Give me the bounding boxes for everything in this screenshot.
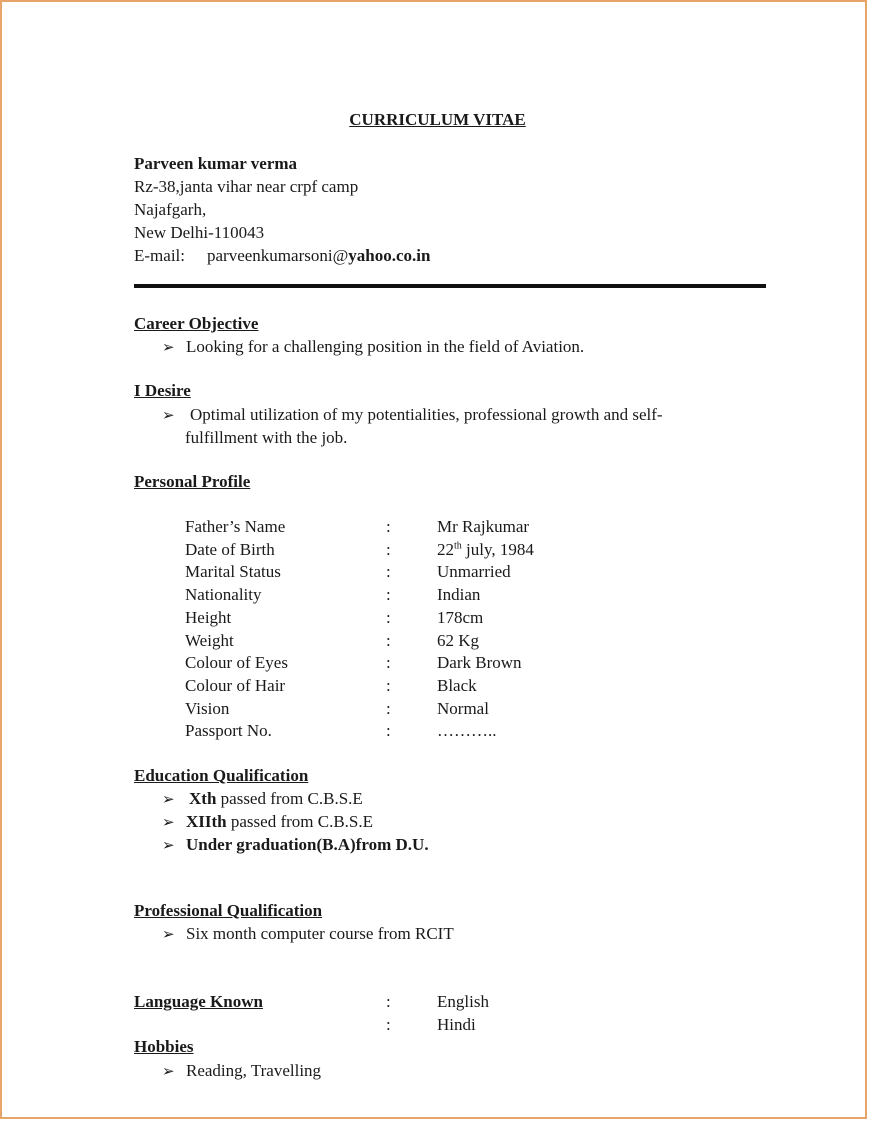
education-item xyxy=(162,789,363,809)
career-objective-heading: Career Objective xyxy=(134,314,259,333)
profile-separator: : xyxy=(386,562,391,581)
personal-profile-heading: Personal Profile xyxy=(134,472,251,491)
profile-label: Passport No. xyxy=(185,721,272,740)
desire-item xyxy=(162,405,663,425)
email-address[interactable] xyxy=(207,246,430,266)
profile-separator: : xyxy=(386,608,391,627)
profile-value: Black xyxy=(437,676,477,695)
arrowhead-bullet-icon: ➢ xyxy=(162,340,175,356)
profile-value-day: 22 xyxy=(437,540,454,559)
arrowhead-bullet-icon: ➢ xyxy=(162,792,175,808)
education-item xyxy=(162,835,429,855)
profile-label: Vision xyxy=(185,699,230,718)
education-degree: Under graduation(B.A)from D.U. xyxy=(186,835,429,854)
languages-separator-2: : xyxy=(386,1015,391,1034)
profile-separator: : xyxy=(386,517,391,536)
applicant-name: Parveen kumar verma xyxy=(134,154,298,173)
profile-label: Marital Status xyxy=(185,562,281,581)
profile-label: Date of Birth xyxy=(185,540,275,559)
profile-value: ……….. xyxy=(437,721,497,740)
profile-label: Colour of Eyes xyxy=(185,653,288,672)
career-objective-item xyxy=(162,337,584,357)
desire-text-line-2: fulfillment with the job. xyxy=(185,428,348,447)
profile-value: Dark Brown xyxy=(437,653,522,672)
profile-separator: : xyxy=(386,540,391,559)
arrowhead-bullet-icon: ➢ xyxy=(162,408,175,424)
professional-item xyxy=(162,924,454,944)
profile-label: Colour of Hair xyxy=(185,676,286,695)
professional-heading: Professional Qualification xyxy=(134,901,323,920)
profile-value: 62 Kg xyxy=(437,631,480,650)
profile-separator: : xyxy=(386,653,391,672)
address-line-3: New Delhi-110043 xyxy=(134,223,265,242)
languages-separator-1: : xyxy=(386,992,391,1011)
profile-label: Nationality xyxy=(185,585,262,604)
email-user: parveenkumarsoni@ xyxy=(207,246,349,265)
arrowhead-bullet-icon: ➢ xyxy=(162,838,175,854)
page-title: CURRICULUM VITAE xyxy=(349,110,526,129)
profile-separator: : xyxy=(386,699,391,718)
education-degree: XIIth xyxy=(186,812,227,831)
address-line-2: Najafgarh, xyxy=(134,200,207,219)
profile-value-rest: july, 1984 xyxy=(461,540,534,559)
languages-heading: Language Known xyxy=(134,992,263,1011)
profile-separator: : xyxy=(386,721,391,740)
language-item-1: English xyxy=(437,992,489,1011)
email-domain: yahoo.co.in xyxy=(348,246,431,265)
desire-text-line-1: Optimal utilization of my potentialities, professional growth and self- xyxy=(190,405,663,424)
education-detail: passed from C.B.S.E xyxy=(216,789,363,808)
profile-label: Weight xyxy=(185,631,234,650)
profile-label: Father’s Name xyxy=(185,517,286,536)
profile-label: Height xyxy=(185,608,232,627)
education-degree: Xth xyxy=(189,789,217,808)
arrowhead-bullet-icon: ➢ xyxy=(162,927,175,943)
email-label: E-mail: xyxy=(134,246,185,265)
education-item xyxy=(162,812,373,832)
hobbies-text: Reading, Travelling xyxy=(186,1061,322,1080)
header-divider xyxy=(134,284,766,288)
education-detail: passed from C.B.S.E xyxy=(226,812,374,831)
profile-value: Normal xyxy=(437,699,489,718)
professional-text: Six month computer course from RCIT xyxy=(186,924,454,943)
arrowhead-bullet-icon: ➢ xyxy=(162,1064,175,1080)
hobbies-item xyxy=(162,1061,321,1081)
arrowhead-bullet-icon: ➢ xyxy=(162,815,175,831)
profile-value: Unmarried xyxy=(437,562,511,581)
profile-separator: : xyxy=(386,676,391,695)
profile-value: Indian xyxy=(437,585,481,604)
profile-separator: : xyxy=(386,585,391,604)
hobbies-heading: Hobbies xyxy=(134,1037,194,1056)
profile-value: Mr Rajkumar xyxy=(437,517,530,536)
profile-value xyxy=(437,540,534,560)
profile-separator: : xyxy=(386,631,391,650)
career-objective-text: Looking for a challenging position in the field of Aviation. xyxy=(186,337,585,356)
desire-heading: I Desire xyxy=(134,381,191,400)
language-item-2: Hindi xyxy=(437,1015,476,1034)
address-line-1: Rz-38,janta vihar near crpf camp xyxy=(134,177,359,196)
education-heading: Education Qualification xyxy=(134,766,309,785)
profile-value-suffix: th xyxy=(454,540,462,552)
profile-value: 178cm xyxy=(437,608,484,627)
